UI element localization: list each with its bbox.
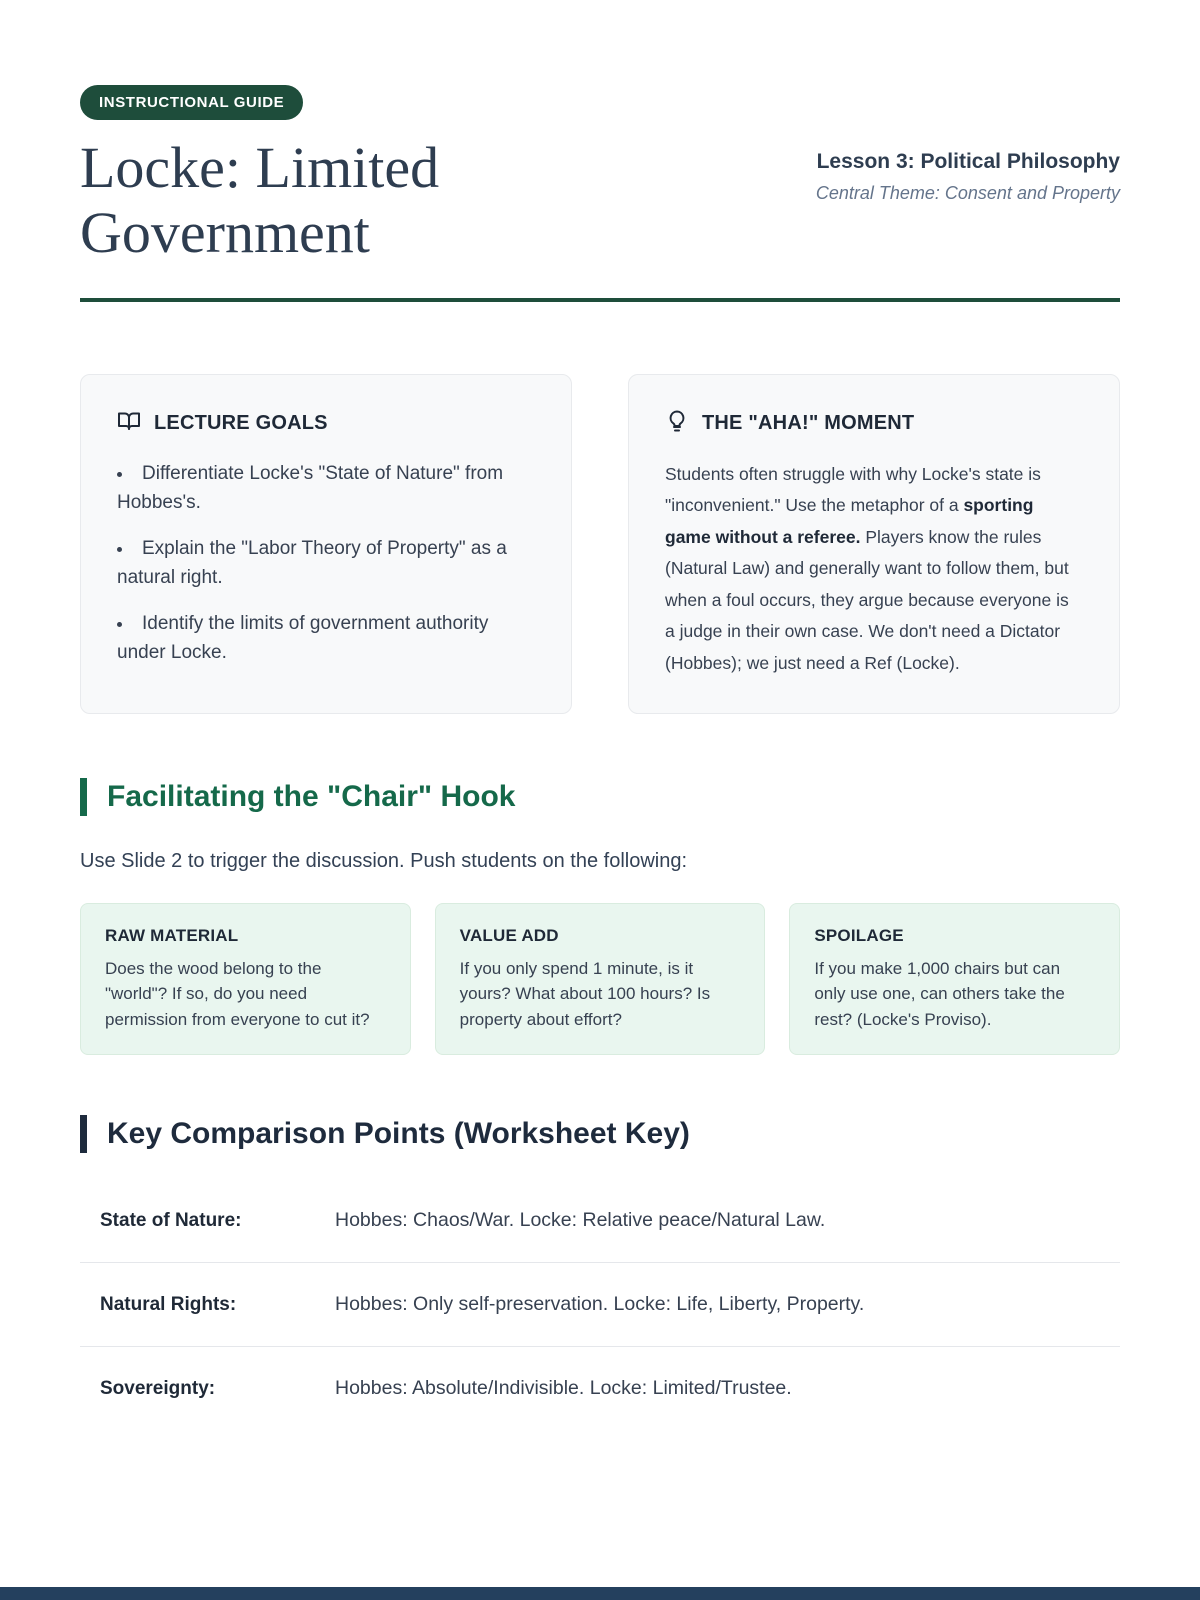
lecture-goals-header	[117, 409, 535, 439]
hook-card-title: SPOILAGE	[814, 925, 904, 945]
table-row	[80, 1263, 1120, 1347]
row-value: Hobbes: Only self-preservation. Locke: Life, Liberty, Property.	[335, 1292, 865, 1315]
lesson-meta	[816, 136, 1120, 206]
hook-card-text: If you only spend 1 minute, is it yours? What about 100 hours? Is property about effort?	[459, 958, 711, 1029]
aha-text-before: Students often struggle with why Locke's state is "inconvenient." Use the metaphor of a	[665, 463, 1041, 516]
aha-text-after: Players know the rules (Natural Law) and generally want to follow them, but when a foul occurs, they argue because everyone is a judge in their own case. We don't need a Dictator (Hobbes); we just need a Ref (Locke).	[665, 526, 1069, 673]
lecture-goals-title: LECTURE GOALS	[154, 412, 328, 435]
row-label: Natural Rights:	[100, 1293, 237, 1315]
header-divider	[80, 298, 1120, 302]
table-row	[80, 1347, 1120, 1430]
top-cards	[80, 374, 1120, 715]
hook-card-title: VALUE ADD	[459, 925, 559, 945]
aha-moment-header	[665, 409, 1083, 439]
table-row	[80, 1179, 1120, 1263]
hook-card-value-add	[435, 903, 766, 1056]
hook-card-text: Does the wood belong to the "world"? If so, do you need permission from everyone to cut it?	[105, 958, 370, 1029]
row-label: State of Nature:	[100, 1209, 242, 1231]
hook-card-raw-material	[80, 903, 411, 1056]
row-value: Hobbes: Absolute/Indivisible. Locke: Limited/Trustee.	[335, 1376, 792, 1399]
section-title-comparison: Key Comparison Points (Worksheet Key)	[80, 1115, 1120, 1153]
hook-cards	[80, 903, 1120, 1056]
doc-type-badge: INSTRUCTIONAL GUIDE	[80, 85, 303, 120]
page-title: Locke: Limited Government	[80, 135, 440, 265]
lecture-goals-card	[80, 374, 572, 715]
row-value: Hobbes: Chaos/War. Locke: Relative peace/Natural Law.	[335, 1208, 826, 1231]
footer-bar	[0, 1587, 1200, 1600]
goal-item: • Differentiate Locke's "State of Nature" from Hobbes's.	[117, 459, 535, 518]
goal-item: • Explain the "Labor Theory of Property" as a natural right.	[117, 534, 535, 593]
header	[80, 136, 1120, 266]
aha-text-bold: sporting game without a referee.	[665, 495, 1034, 547]
lightbulb-icon	[665, 409, 689, 439]
hook-card-spoilage	[789, 903, 1120, 1056]
lesson-number: Lesson 3: Political Philosophy	[816, 150, 1120, 173]
aha-moment-text	[665, 459, 1083, 680]
aha-moment-card	[628, 374, 1120, 715]
book-icon	[117, 409, 141, 439]
hook-card-title: RAW MATERIAL	[105, 925, 239, 945]
chair-hook-intro: Use Slide 2 to trigger the discussion. Push students on the following:	[80, 849, 688, 872]
central-theme: Central Theme: Consent and Property	[815, 183, 1120, 204]
comparison-table	[80, 1179, 1120, 1430]
lecture-goals-list	[117, 459, 535, 668]
section-title-chair-hook: Facilitating the "Chair" Hook	[80, 778, 1120, 816]
aha-moment-title: THE "AHA!" MOMENT	[702, 412, 915, 435]
hook-card-text: If you make 1,000 chairs but can only use one, can others take the rest? (Locke's Proviso).	[814, 958, 1065, 1029]
row-label: Sovereignty:	[100, 1377, 216, 1399]
goal-item: • Identify the limits of government authority under Locke.	[117, 609, 535, 668]
